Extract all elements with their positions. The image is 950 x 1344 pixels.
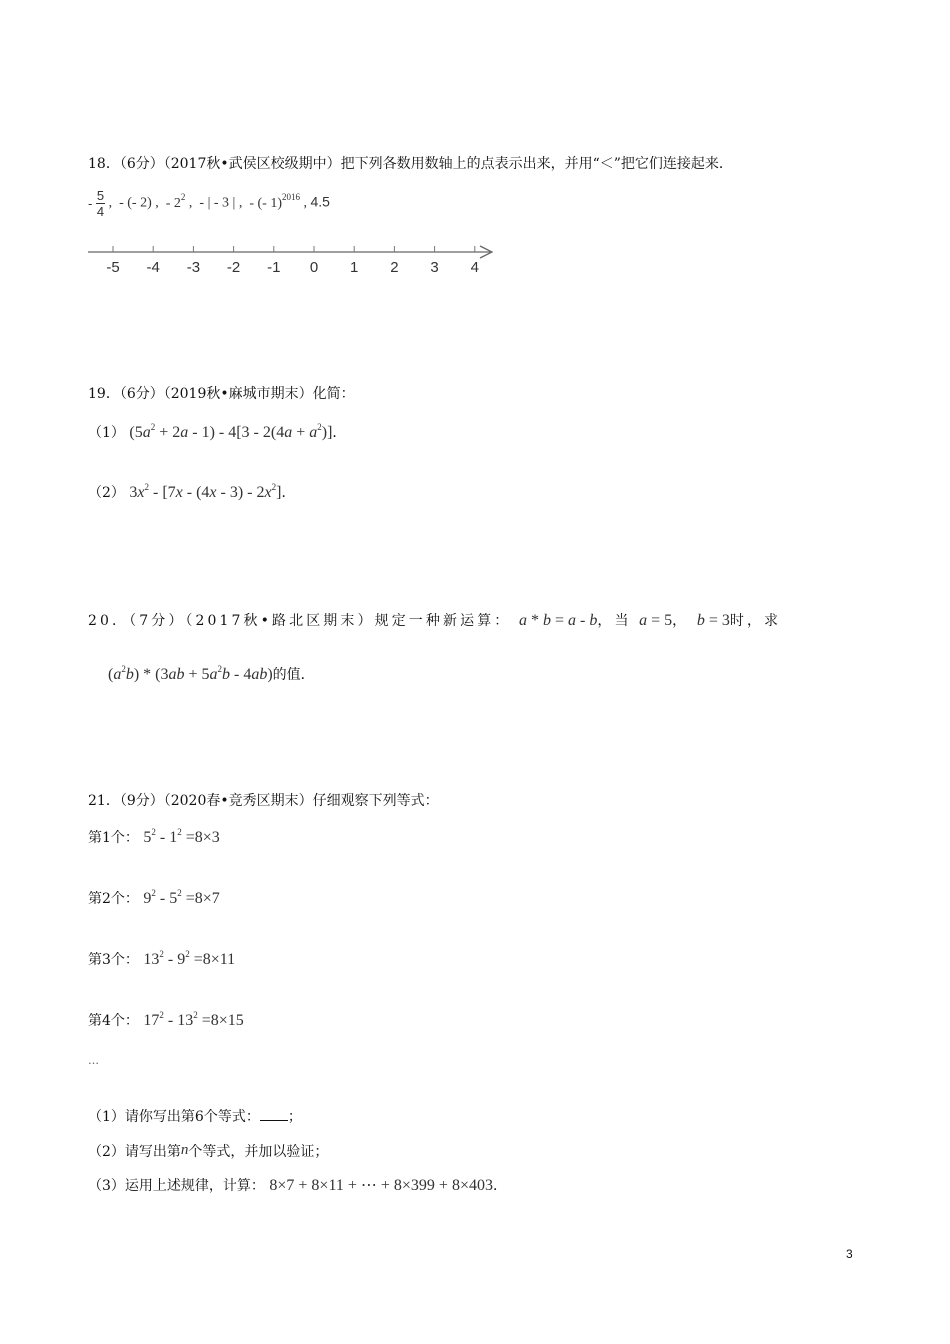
q21-sub1: （1）请你写出第6个等式： ； bbox=[88, 1109, 302, 1125]
q18-header: 18．（6分）（2017秋•武侯区校级期中）把下列各数用数轴上的点表示出来，并用“＜”把它们连接起来． bbox=[88, 156, 733, 172]
q18-numbers bbox=[88, 188, 330, 219]
page-number: 3 bbox=[846, 1247, 853, 1261]
q19-header: 19．（6分）（2019秋•麻城市期末）化简： bbox=[88, 386, 355, 402]
q21-row bbox=[88, 888, 220, 908]
ellipsis: … bbox=[88, 1054, 99, 1067]
q21-sub2: （2）请写出第n个等式，并加以验证； bbox=[88, 1142, 329, 1160]
frac-sign: - bbox=[88, 196, 93, 211]
answer-blank[interactable] bbox=[260, 1108, 288, 1121]
row-equation: $5^2 - 1^2 =8\times 3$ bbox=[143, 827, 220, 846]
row-label: 第4个： bbox=[88, 1013, 139, 1029]
row-label: 第1个： bbox=[88, 830, 139, 846]
row-equation: $13^2 - 9^2 =8\times 11$ bbox=[143, 949, 236, 968]
q20-header: 20．（7分）（2017秋•路北区期末）规定一种新运算： bbox=[88, 613, 512, 629]
sum-expression: 8×7 + 8×11 + ⋯ + 8×399 + 8×403 bbox=[269, 1177, 493, 1194]
four-point-five: 4.5 bbox=[310, 193, 330, 210]
frac-numerator: 5 bbox=[96, 188, 105, 203]
comma: , bbox=[303, 195, 307, 211]
comma: , bbox=[155, 195, 159, 211]
q20-expression: $(a^2b) * (3ab + 5a^2b - 4ab)$ bbox=[108, 664, 273, 683]
tick-label: -2 bbox=[226, 259, 241, 276]
row-equation: $17^2 - 13^2 =8\times 15$ bbox=[143, 1010, 244, 1029]
number-line bbox=[86, 238, 498, 278]
q19-part2: （2） $3x^2 - [7x - (4x - 3) - 2x^2]$． bbox=[88, 482, 296, 501]
frac-denominator: 4 bbox=[96, 204, 105, 219]
comma: , bbox=[238, 195, 243, 211]
tick-label: -4 bbox=[146, 259, 160, 276]
tick-group bbox=[106, 246, 479, 276]
q21-header: 21．（9分）（2020春•竞秀区期末）仔细观察下列等式： bbox=[88, 793, 439, 809]
a-value: a = 5 bbox=[639, 612, 673, 629]
tick-label: -1 bbox=[267, 259, 281, 276]
q21-row bbox=[88, 1010, 244, 1030]
q21-row bbox=[88, 949, 235, 969]
variable-n: n bbox=[180, 1142, 189, 1158]
tick-label: 2 bbox=[390, 259, 399, 276]
q21-sub3: （3）运用上述规律，计算： 8×7 + 8×11 + ⋯ + 8×399 + 8×403． bbox=[88, 1177, 507, 1194]
expression-1: $(5a^2 + 2a - 1) - 4[3 - 2(4a + a^2)]$ bbox=[129, 422, 333, 441]
neg-neg-2: - (- 2) bbox=[119, 195, 152, 211]
neg-neg-1-power: - (- 1)$^{2016}$ bbox=[249, 191, 300, 211]
neg-2-squared: - $2^2$ bbox=[165, 191, 186, 211]
row-equation: $9^2 - 5^2 =8\times 7$ bbox=[143, 888, 220, 907]
comma: , bbox=[108, 195, 113, 211]
row-label: 第3个： bbox=[88, 952, 139, 968]
q20-line2: $(a^2b) * (3ab + 5a^2b - 4ab)$的值． bbox=[108, 664, 315, 683]
fraction-five-fourths bbox=[96, 188, 105, 219]
part-label: （2） bbox=[88, 485, 125, 501]
q20-line1: 20．（7分）（2017秋•路北区期末）规定一种新运算： a * b = a - b，当 a = 5， b = 3时，求 bbox=[88, 612, 782, 629]
tick-label: 0 bbox=[309, 259, 319, 276]
neg-abs-neg-3: - | - 3 | bbox=[199, 195, 236, 211]
row-label: 第2个： bbox=[88, 891, 139, 907]
q21-row bbox=[88, 827, 220, 847]
tick-label: 1 bbox=[350, 259, 359, 276]
tick-label: -3 bbox=[186, 259, 201, 276]
part-label: （1） bbox=[88, 425, 125, 441]
tick-label: -5 bbox=[106, 259, 120, 276]
expression-2: $3x^2 - [7x - (4x - 3) - 2x^2]$ bbox=[129, 482, 282, 501]
tick-label: 4 bbox=[470, 259, 479, 276]
q19-part1: （1） $(5a^2 + 2a - 1) - 4[3 - 2(4a + a^2)]$． bbox=[88, 422, 347, 441]
b-value: b = 3 bbox=[696, 612, 730, 629]
tick-label: 3 bbox=[430, 259, 439, 276]
comma: , bbox=[188, 195, 193, 211]
operation-definition: a * b = a - b bbox=[518, 612, 598, 629]
